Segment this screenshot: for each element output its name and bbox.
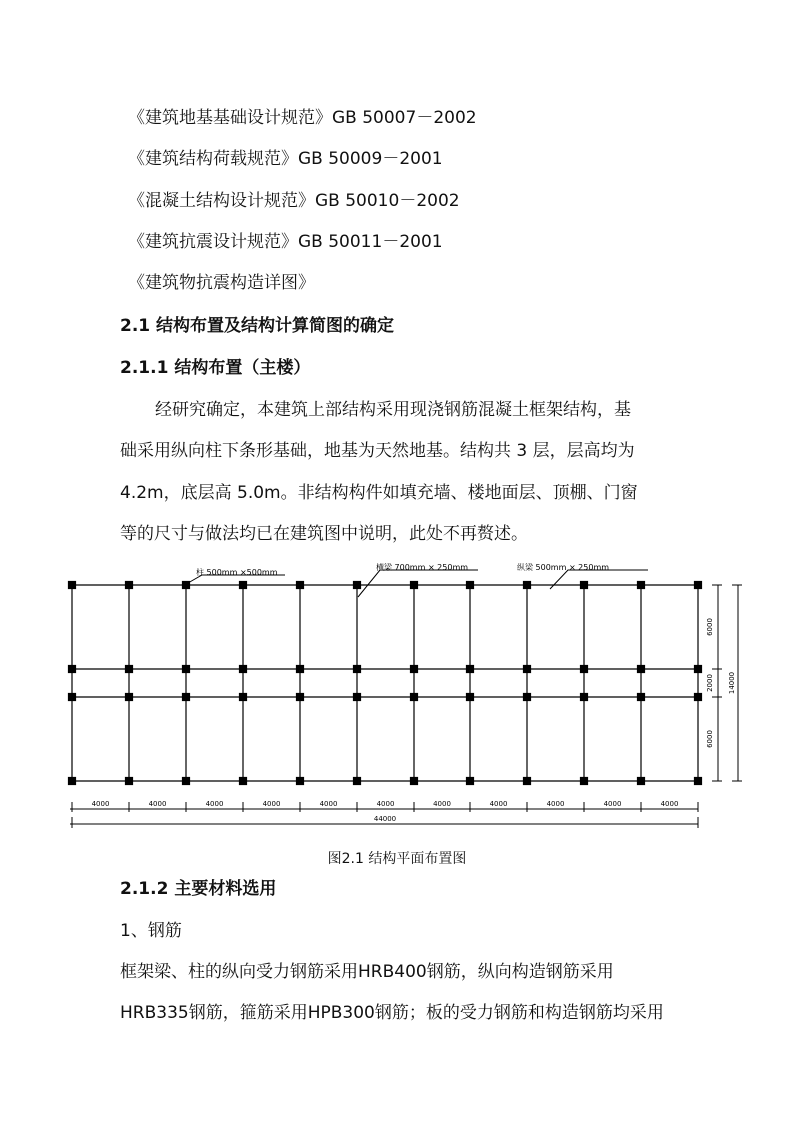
column-marker xyxy=(467,694,474,701)
column-marker xyxy=(69,694,76,701)
column-marker xyxy=(69,582,76,589)
reference-line: 《建筑结构荷载规范》GB 50009－2001 xyxy=(128,149,443,169)
vertical-dimension-label: 6000 xyxy=(706,730,714,748)
column-marker xyxy=(411,666,418,673)
column-marker xyxy=(126,778,133,785)
column-marker xyxy=(297,694,304,701)
vertical-dimension-label: 2000 xyxy=(706,674,714,692)
column-marker xyxy=(411,778,418,785)
paragraph-line: 经研究确定，本建筑上部结构采用现浇钢筋混凝土框架结构，基 xyxy=(155,400,631,420)
column-marker xyxy=(240,582,247,589)
paragraph-line: 框架梁、柱的纵向受力钢筋采用HRB400钢筋，纵向构造钢筋采用 xyxy=(120,962,614,982)
column-marker xyxy=(581,666,588,673)
bay-dimension-label: 4000 xyxy=(262,800,281,808)
column-size-label: 柱 500mm ×500mm xyxy=(196,568,278,577)
column-marker xyxy=(638,778,645,785)
paragraph-line: 4.2m，底层高 5.0m。非结构构件如填充墙、楼地面层、顶棚、门窗 xyxy=(120,483,638,503)
bay-dimension-label: 4000 xyxy=(660,800,679,808)
column-marker xyxy=(69,666,76,673)
total-length-label: 44000 xyxy=(373,815,397,823)
reference-line: 《建筑地基基础设计规范》GB 50007－2002 xyxy=(128,108,477,128)
column-marker xyxy=(297,778,304,785)
bay-dimension-label: 4000 xyxy=(489,800,508,808)
bay-dimension-label: 4000 xyxy=(433,800,451,808)
paragraph-line: 础采用纵向柱下条形基础，地基为天然地基。结构共 3 层，层高均为 xyxy=(120,441,635,461)
column-marker xyxy=(467,666,474,673)
grid-lines xyxy=(70,585,697,781)
column-marker xyxy=(581,694,588,701)
column-marker xyxy=(297,666,304,673)
column-marker xyxy=(524,778,531,785)
column-marker xyxy=(354,778,361,785)
list-item: 1、钢筋 xyxy=(120,921,182,941)
column-marker xyxy=(638,666,645,673)
section-heading: 2.1.1 结构布置（主楼） xyxy=(120,358,311,378)
total-width-label: 14000 xyxy=(728,671,736,695)
main-beam-label: 横梁 700mm × 250mm xyxy=(376,563,469,572)
bay-dimension-label: 4000 xyxy=(603,800,622,808)
figure-caption: 图2.1 结构平面布置图 xyxy=(327,851,467,867)
column-marker xyxy=(354,582,361,589)
bay-dimension-label: 4000 xyxy=(148,800,167,808)
column-marker xyxy=(183,778,190,785)
column-marker xyxy=(467,778,474,785)
column-marker xyxy=(524,694,531,701)
column-marker xyxy=(524,582,531,589)
column-marker xyxy=(581,582,588,589)
secondary-beam-label: 纵梁 500mm × 250mm xyxy=(517,563,610,572)
bay-dimension-label: 4000 xyxy=(205,800,224,808)
column-marker xyxy=(240,778,247,785)
column-marker xyxy=(524,666,531,673)
column-marker xyxy=(467,582,474,589)
column-marker xyxy=(354,694,361,701)
column-marker xyxy=(69,778,76,785)
column-marker xyxy=(411,582,418,589)
column-marker xyxy=(638,694,645,701)
reference-line: 《建筑物抗震构造详图》 xyxy=(128,273,315,293)
section-heading: 2.1.2 主要材料选用 xyxy=(120,879,277,899)
column-marker xyxy=(126,582,133,589)
column-marker xyxy=(240,694,247,701)
column-marker xyxy=(638,582,645,589)
reference-line: 《混凝土结构设计规范》GB 50010－2002 xyxy=(128,191,460,211)
reference-line: 《建筑抗震设计规范》GB 50011－2001 xyxy=(128,232,443,252)
column-marker xyxy=(411,694,418,701)
paragraph-line: HRB335钢筋，箍筋采用HPB300钢筋；板的受力钢筋和构造钢筋均采用 xyxy=(120,1003,664,1023)
bay-dimension-label: 4000 xyxy=(376,800,395,808)
column-marker xyxy=(126,666,133,673)
column-marker xyxy=(695,694,702,701)
column-marker xyxy=(297,582,304,589)
column-marker xyxy=(126,694,133,701)
column-marker xyxy=(240,666,247,673)
column-marker xyxy=(695,778,702,785)
column-marker xyxy=(183,666,190,673)
column-marker xyxy=(695,582,702,589)
vertical-dimension-label: 6000 xyxy=(706,618,714,636)
bay-dimension-label: 4000 xyxy=(319,800,338,808)
column-marker xyxy=(695,666,702,673)
bay-dimension-label: 4000 xyxy=(91,800,110,808)
paragraph-line: 等的尺寸与做法均已在建筑图中说明，此处不再赘述。 xyxy=(120,524,528,544)
section-heading: 2.1 结构布置及结构计算简图的确定 xyxy=(120,316,395,336)
bay-dimension-label: 4000 xyxy=(546,800,565,808)
column-marker xyxy=(581,778,588,785)
column-marker xyxy=(354,666,361,673)
column-marker xyxy=(183,694,190,701)
